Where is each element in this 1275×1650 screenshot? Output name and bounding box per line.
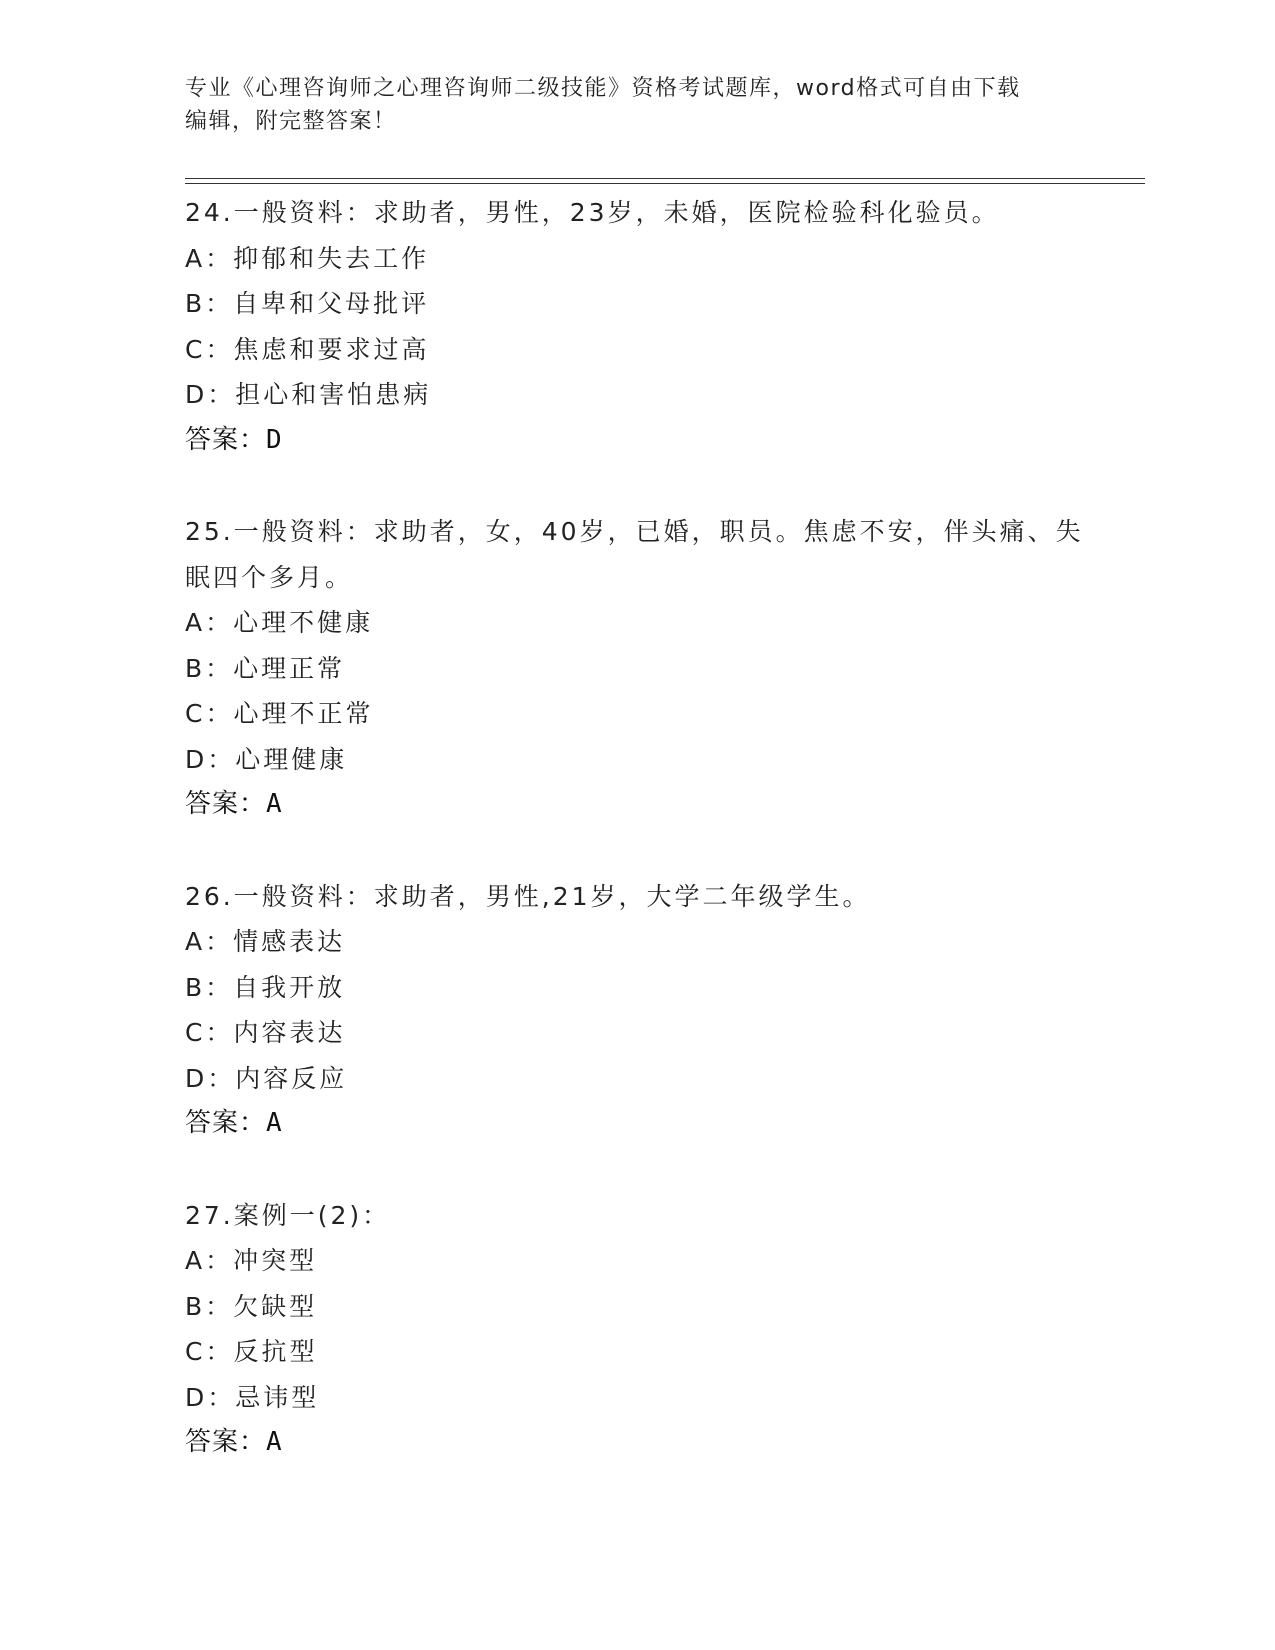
option-d: D：心理健康 [185, 744, 348, 774]
header-rule-top [185, 178, 1145, 179]
question-stem: 25.一般资料：求助者，女，40岁，已婚，职员。焦虑不安，伴头痛、失眠四个多月。 [185, 517, 1084, 592]
answer-value: D [266, 424, 283, 455]
answer-label: 答案： [185, 1108, 267, 1138]
option-c: C：焦虑和要求过高 [185, 334, 430, 364]
option-b: B：自卑和父母批评 [185, 289, 430, 318]
question-25 [185, 509, 1145, 828]
answer-label: 答案： [185, 789, 267, 819]
answer-value: A [266, 1427, 283, 1457]
option-a: A：心理不健康 [185, 608, 374, 637]
option-d: D：忌讳型 [185, 1382, 320, 1412]
document-header [185, 72, 1065, 138]
header-line-2: 编辑，附完整答案！ [185, 109, 397, 134]
option-d: D：内容反应 [185, 1063, 348, 1093]
answer-line [185, 1101, 1145, 1147]
question-stem: 27.案例一(2)： [185, 1200, 391, 1230]
question-stem: 24.一般资料：求助者，男性，23岁，未婚，医院检验科化验员。 [185, 198, 1000, 227]
question-26 [185, 874, 1145, 1147]
answer-line [185, 418, 1145, 464]
answer-value: A [266, 1108, 283, 1138]
option-c: C：反抗型 [185, 1337, 318, 1366]
option-c: C：内容表达 [185, 1018, 346, 1047]
option-a: A：情感表达 [185, 927, 346, 956]
answer-line [185, 782, 1145, 828]
answer-line [185, 1420, 1145, 1466]
option-d: D：担心和害怕患病 [185, 380, 432, 409]
answer-value: A [266, 789, 283, 819]
header-line-1: 专业《心理咨询师之心理咨询师二级技能》资格考试题库，word格式可自由下载 [185, 76, 1021, 101]
option-a: A：抑郁和失去工作 [185, 243, 430, 273]
question-list [185, 190, 1145, 1512]
question-24 [185, 190, 1145, 463]
option-b: B：自我开放 [185, 972, 346, 1002]
option-b: B：欠缺型 [185, 1291, 318, 1321]
answer-label: 答案： [185, 1427, 267, 1457]
answer-label: 答案： [185, 424, 267, 455]
option-a: A：冲突型 [185, 1246, 318, 1275]
option-b: B：心理正常 [185, 653, 346, 683]
option-c: C：心理不正常 [185, 699, 374, 728]
header-rule-bottom [185, 183, 1145, 184]
question-stem: 26.一般资料：求助者，男性,21岁，大学二年级学生。 [185, 881, 871, 911]
question-27 [185, 1193, 1145, 1466]
